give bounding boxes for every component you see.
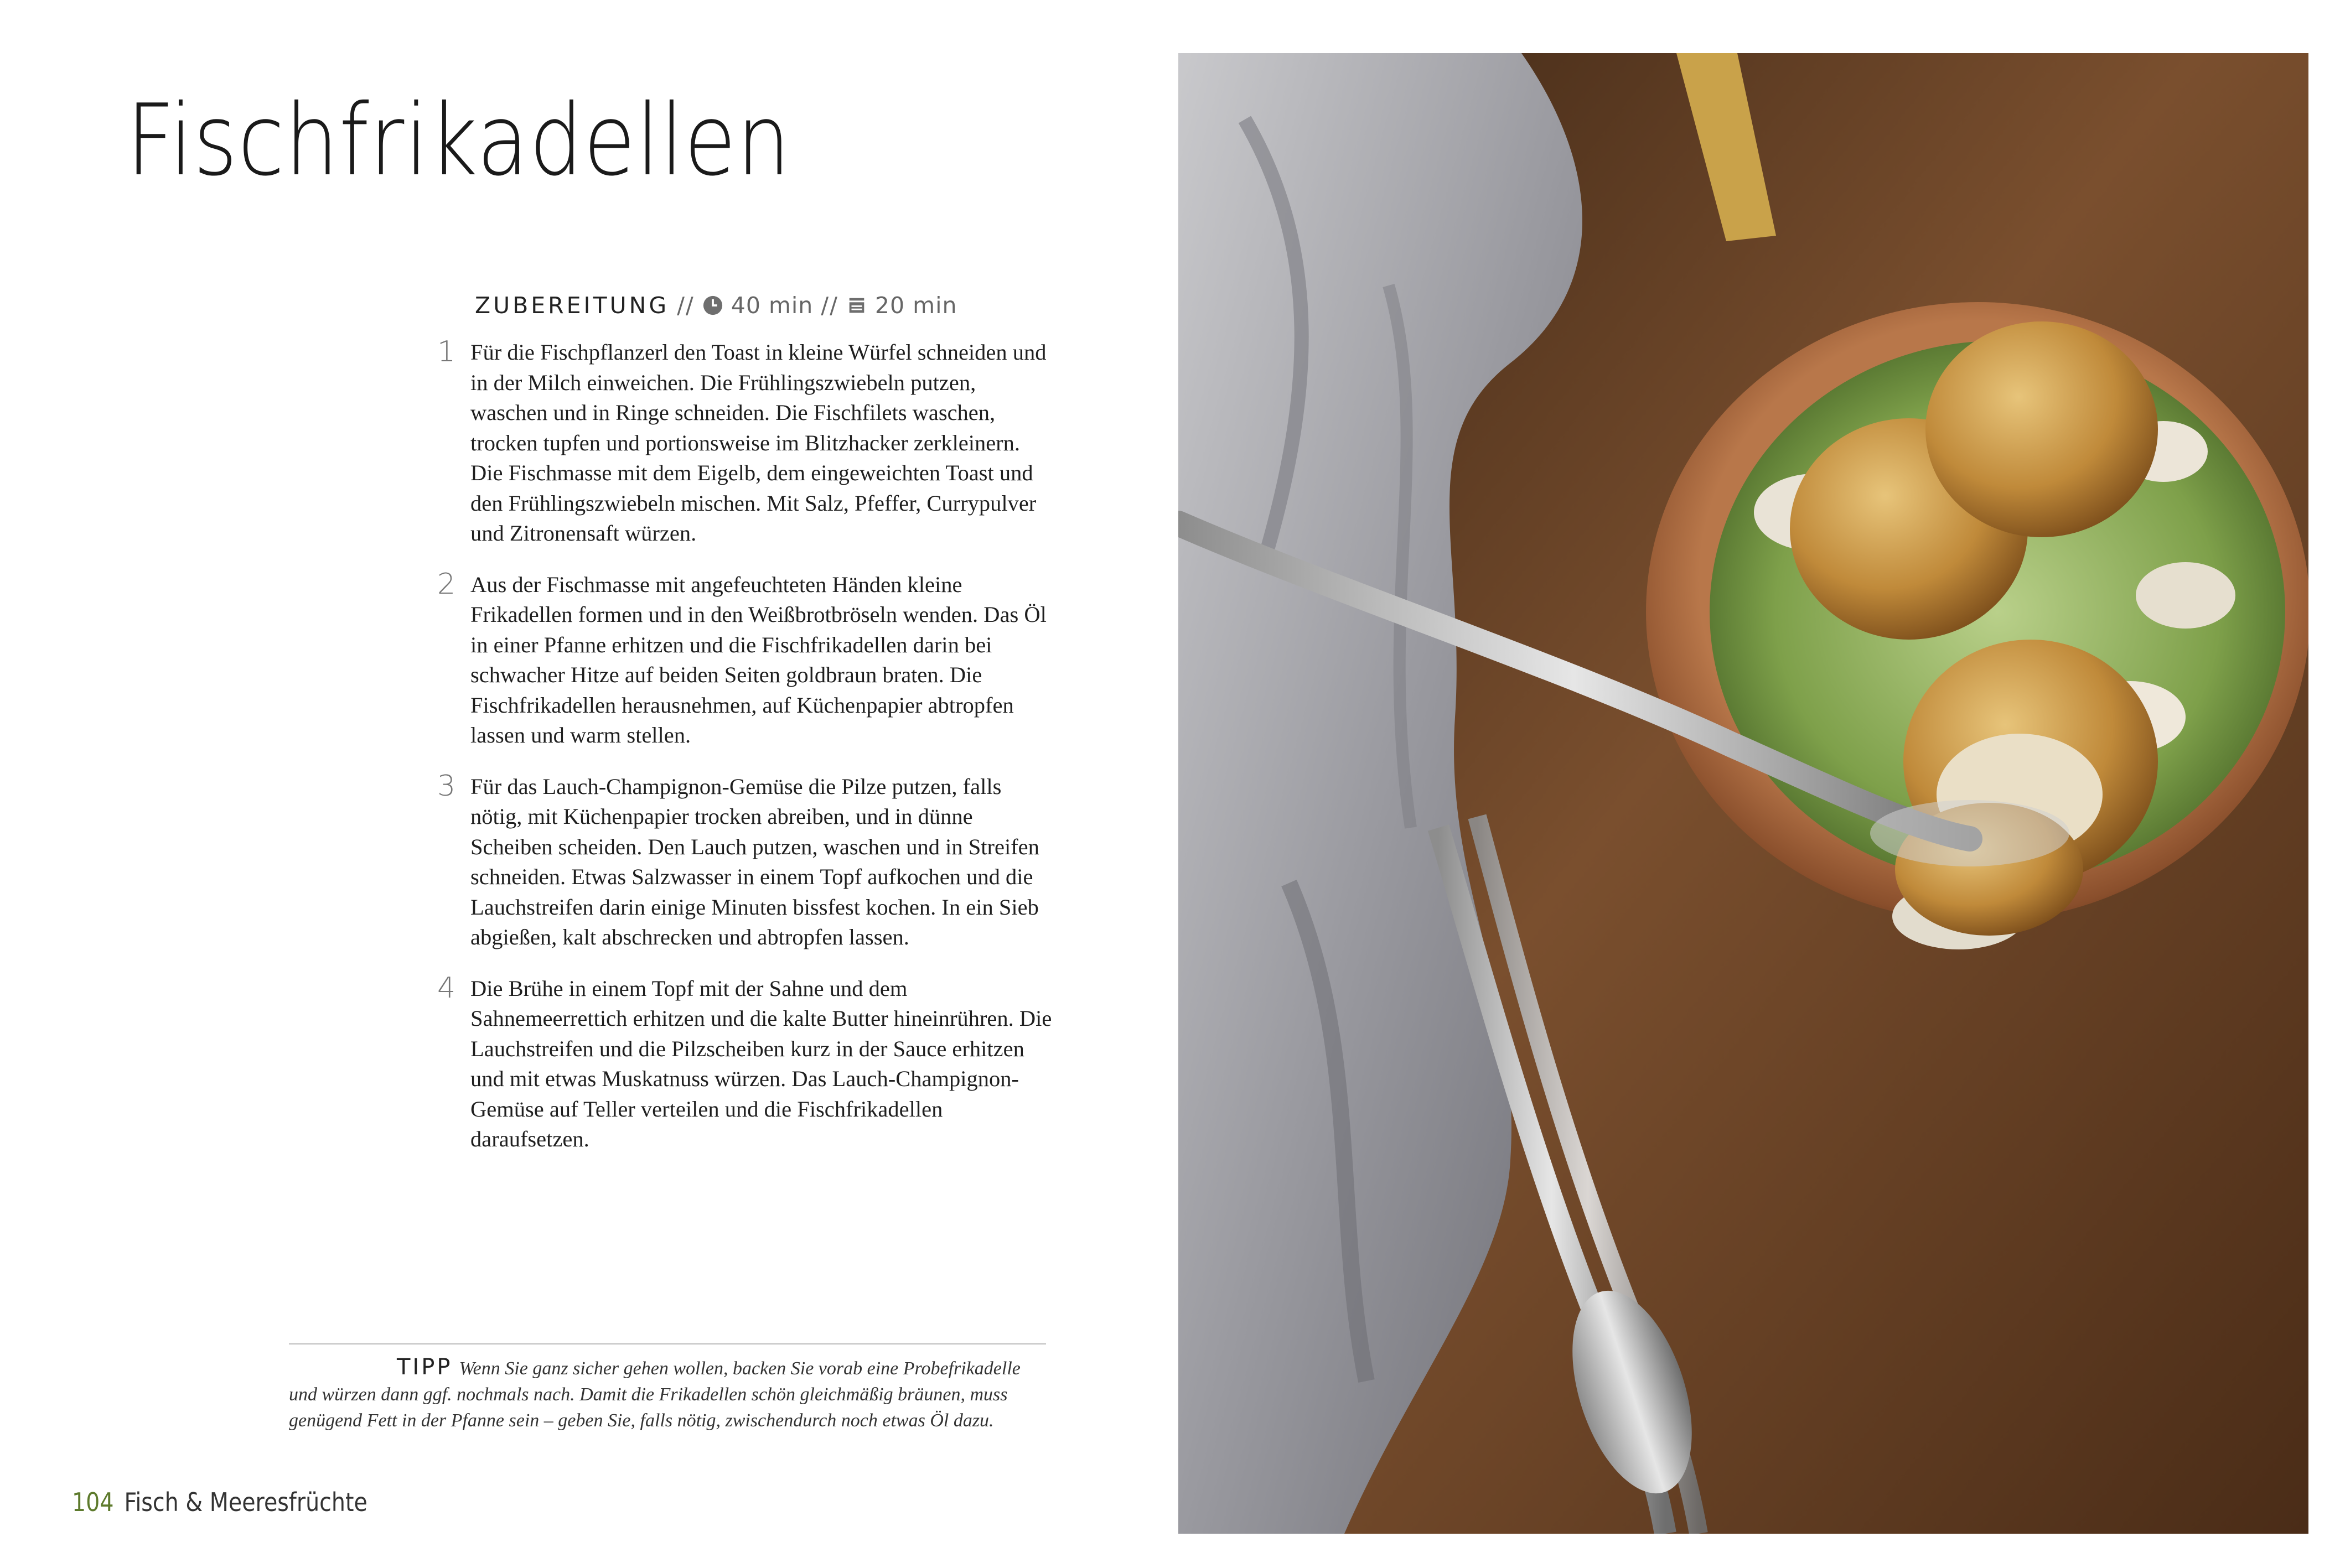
separator: // [677,292,695,319]
step-text: Aus der Fischmasse mit angefeuchteten Händen kleine Frikadellen formen und in den Weißbrotbröseln wenden. Das Öl in einer Pfanne erhitzen und die Fischfrikadellen darin bei schwacher Hitze auf beiden Seiten goldbraun braten. Die Fischfrikadellen herausnehmen, auf Küchenpapier abtropfen lassen und warm stellen. [470,572,1047,747]
recipe-photo [1178,53,2308,1534]
step-text: Für die Fischpflanzerl den Toast in kleine Würfel schneiden und in der Milch einweichen. Die Frühlingszwiebeln putzen, waschen und in Ringe schneiden. Die Fischfilets waschen, trocken tupfen und portionsweise im Blitzhacker zerkleinern. Die Fischmasse mit dem Eigelb, dem eingeweichten Toast und den Frühlingszwiebeln mischen. Mit Salz, Pfeffer, Currypulver und Zitronensaft würzen. [470,340,1047,546]
cooking-pot-icon [846,295,867,316]
step-number: 3 [437,769,456,803]
step-number: 2 [437,567,456,601]
separator: // [821,292,838,319]
step-text: Die Brühe in einem Topf mit der Sahne und dem Sahnemeerrettich erhitzen und die kalte Butter hineinrühren. Die Lauchstreifen und die Pilzscheiben kurz in der Sauce erhitzen und mit etwas Muskatnuss würzen. Das Lauch-Champignon-Gemüse auf Teller verteilen und die Fischfrikadellen daraufsetzen. [470,975,1052,1151]
tip-box [289,1354,1046,1434]
preparation-label: ZUBEREITUNG [475,292,670,319]
prep-time: 40 min [731,292,814,319]
preparation-steps [437,335,1057,1176]
clock-icon [702,295,723,316]
step-number: 1 [437,335,456,368]
recipe-title: Fischfrikadellen [126,83,791,198]
preparation-step [437,971,1057,1155]
preparation-step [437,567,1057,751]
section-name: Fisch & Meeresfrüchte [124,1487,367,1517]
page-number: 104 [72,1487,114,1517]
tip-text: Wenn Sie ganz sicher gehen wollen, backen Sie vorab eine Probefrikadelle und würzen dann ggf. nochmals nach. Damit die Frikadellen schön gleichmäßig bräunen, muss genügend Fett in der Pfanne sein – geben Sie, falls nötig, zwischendurch noch etwas Öl dazu. [289,1358,1021,1431]
page-footer [72,1487,367,1517]
food-illustration [1178,53,2308,1534]
preparation-heading [475,292,957,319]
step-number: 4 [437,971,456,1005]
tip-divider [289,1343,1046,1344]
cook-time: 20 min [874,292,957,319]
step-text: Für das Lauch-Champignon-Gemüse die Pilze putzen, falls nötig, mit Küchenpapier trocken abreiben, und in dünne Scheiben scheiden. Den Lauch putzen, waschen und in Streifen schneiden. Etwas Salzwasser in einem Topf aufkochen und die Lauchstreifen darin einige Minuten bissfest kochen. In ein Sieb abgießen, kalt abschrecken und abtropfen lassen. [470,773,1039,949]
preparation-step [437,335,1057,549]
preparation-step [437,769,1057,953]
tip-label: TIPP [397,1354,453,1380]
